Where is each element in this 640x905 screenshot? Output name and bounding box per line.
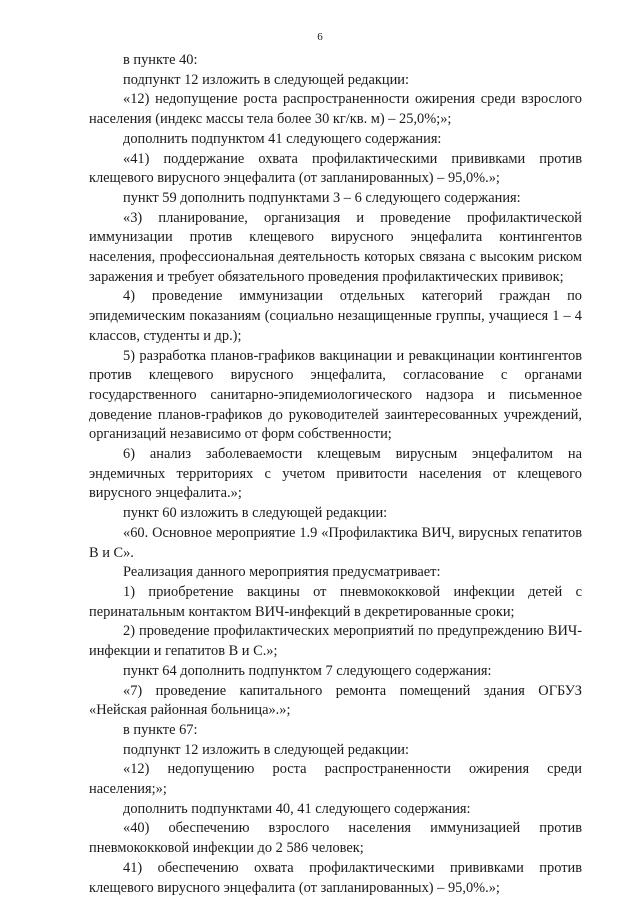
paragraph: «40) обеспечению взрослого населения иммунизацией против пневмококковой инфекции до 2 586 человек; bbox=[89, 820, 582, 857]
paragraph: пункт 64 дополнить подпунктом 7 следующего содержания: bbox=[123, 662, 492, 679]
paragraph: в пункте 67: bbox=[123, 721, 198, 738]
paragraph: в пункте 40: bbox=[123, 52, 198, 68]
paragraph: «12) недопущение роста распространенности ожирения среди взрослого населения (индекс массы тела более 30 кг/кв. м) – 25,0%;»; bbox=[89, 91, 582, 128]
paragraph: 5) разработка планов-графиков вакцинации и ревакцинации контингентов против клещевого вирусного энцефалита, согласование с органами государственного санитарно-эпидемиологического надзора и письменное доведение планов-графиков до руководителей заинтересованных учреждений, организаций независимо от форм собственности; bbox=[89, 347, 582, 443]
paragraph: 1) приобретение вакцины от пневмококковой инфекции детей с перинатальным контактом ВИЧ-инфекций в декретированные сроки; bbox=[89, 583, 582, 620]
paragraph: пункт 60 изложить в следующей редакции: bbox=[123, 505, 388, 522]
paragraph: «12) недопущению роста распространенности ожирения среди населения;»; bbox=[89, 761, 582, 798]
paragraph: «7) проведение капитального ремонта помещений здания ОГБУЗ «Нейская районная больница».»; bbox=[89, 682, 582, 719]
paragraph: «60. Основное мероприятие 1.9 «Профилактика ВИЧ, вирусных гепатитов В и С». bbox=[89, 524, 582, 561]
paragraph: Реализация данного мероприятия предусматривает: bbox=[123, 564, 441, 581]
paragraph: подпункт 12 изложить в следующей редакции: bbox=[123, 71, 409, 88]
paragraph: 41) обеспечению охвата профилактическими прививками против клещевого вирусного энцефалита (от запланированных) – 95,0%.»; bbox=[89, 859, 582, 896]
paragraph: «3) планирование, организация и проведение профилактической иммунизации против клещевого вирусного энцефалита контингентов населения, профессиональная деятельность которых связана с высоким риском заражения и требует обязательного проведения профилактических прививок; bbox=[89, 209, 582, 285]
paragraph: дополнить подпунктами 40, 41 следующего содержания: bbox=[123, 800, 471, 817]
paragraph: 2) проведение профилактических мероприятий по предупреждению ВИЧ-инфекции и гепатитов В и С.»; bbox=[89, 623, 582, 660]
document-body bbox=[89, 51, 582, 898]
paragraph: 4) проведение иммунизации отдельных категорий граждан по эпидемическим показаниям (социально незащищенные группы, учащиеся 1 – 4 классов, студенты и др.); bbox=[89, 288, 582, 344]
paragraph: 6) анализ заболеваемости клещевым вирусным энцефалитом на эндемичных территориях с учетом привитости населения от клещевого вирусного энцефалита.»; bbox=[89, 446, 582, 502]
paragraph: «41) поддержание охвата профилактическими прививками против клещевого вирусного энцефалита (от запланированных) – 95,0%.»; bbox=[89, 150, 582, 187]
paragraph: пункт 59 дополнить подпунктами 3 – 6 следующего содержания: bbox=[123, 189, 521, 206]
paragraph: дополнить подпунктом 41 следующего содержания: bbox=[123, 130, 442, 147]
paragraph: подпункт 12 изложить в следующей редакции: bbox=[123, 741, 409, 758]
page-number: 6 bbox=[317, 31, 323, 43]
